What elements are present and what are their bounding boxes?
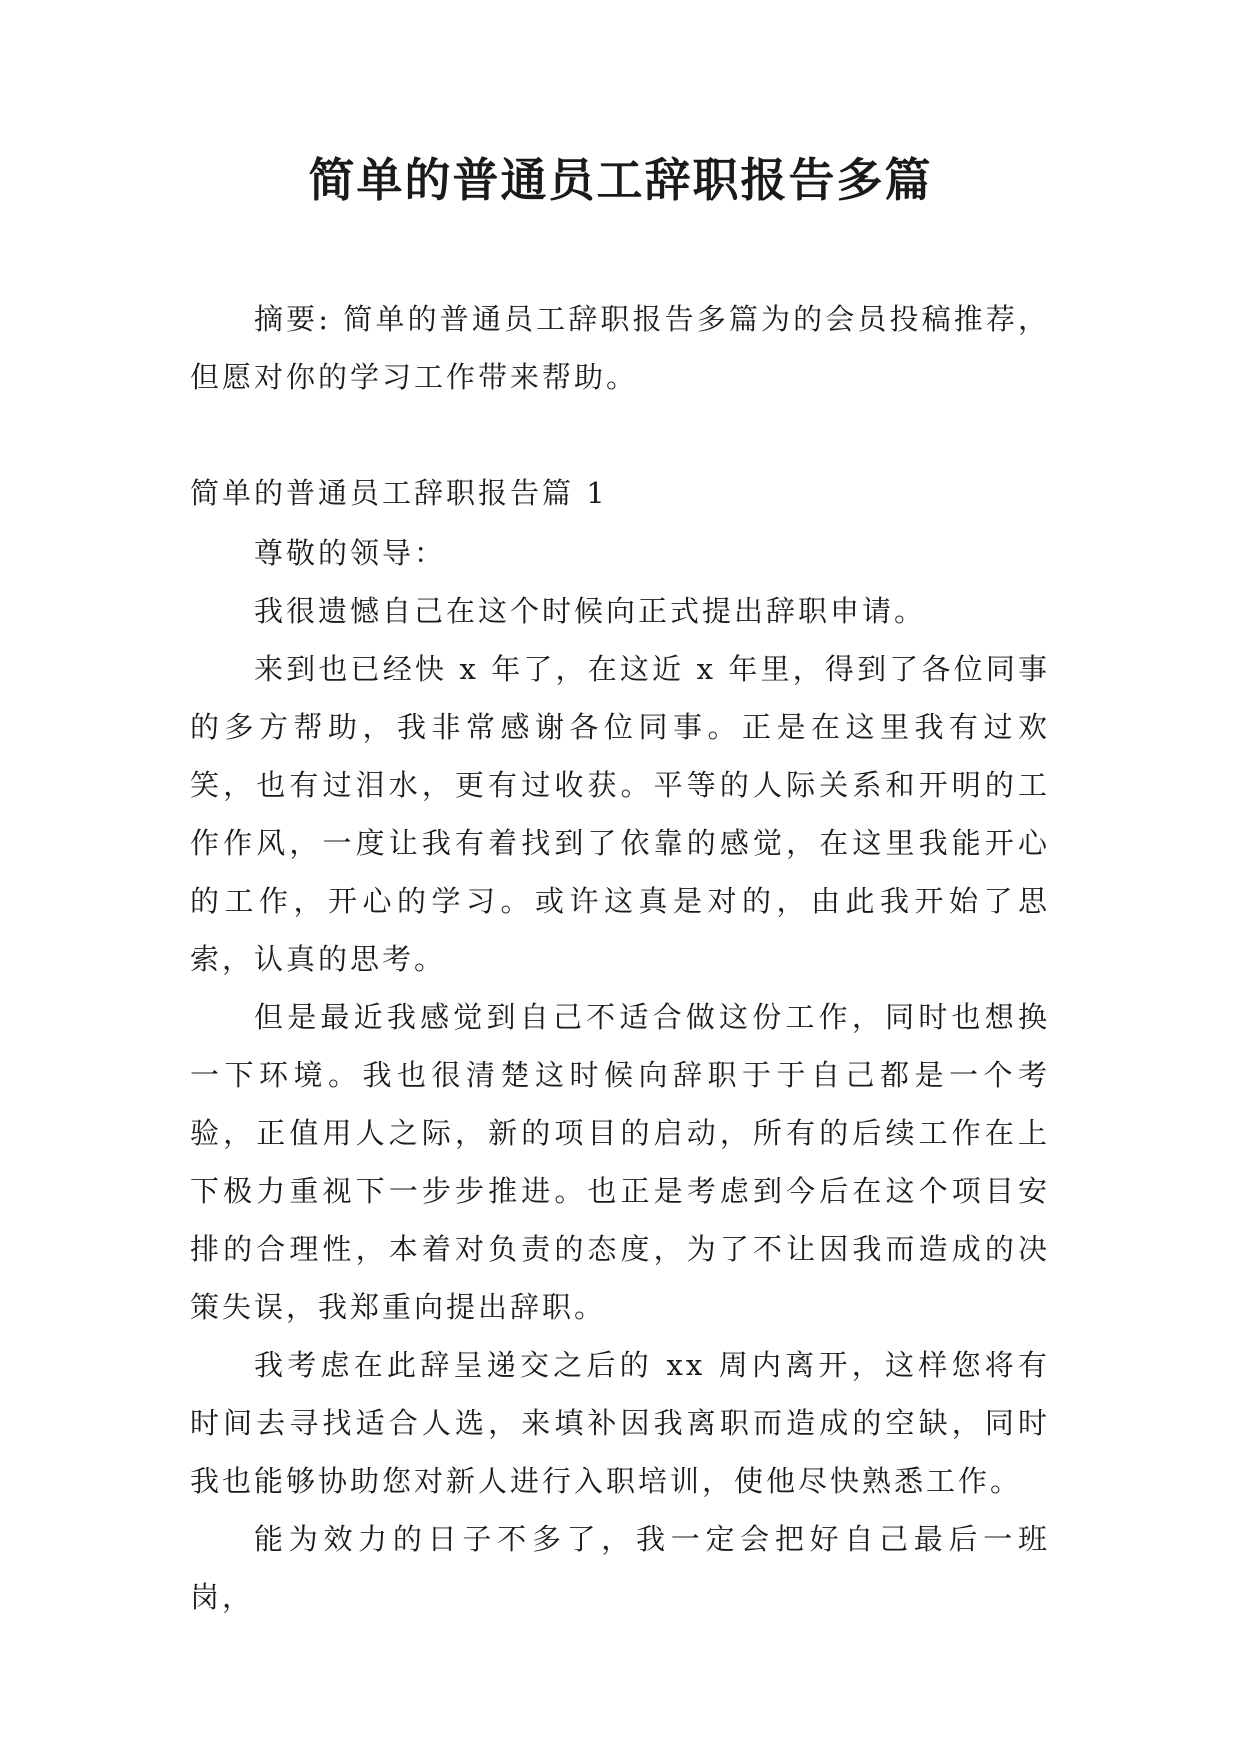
body-paragraph: 来到也已经快 x 年了，在这近 x 年里，得到了各位同事的多方帮助，我非常感谢各位同事。正是在这里我有过欢笑，也有过泪水，更有过收获。平等的人际关系和开明的工作作风，一度让我有着找到了依靠的感觉，在这里我能开心的工作，开心的学习。或许这真是对的，由此我开始了思索，认真的思考。 xyxy=(190,652,1050,976)
body-paragraph: 能为效力的日子不多了，我一定会把好自己最后一班岗， xyxy=(190,1522,1050,1614)
abstract-paragraph: 摘要: 简单的普通员工辞职报告多篇为的会员投稿推荐，但愿对你的学习工作带来帮助。 xyxy=(190,302,1050,394)
abstract-block xyxy=(190,290,1050,406)
letter-body xyxy=(190,524,1050,1626)
document-title: 简单的普通员工辞职报告多篇 xyxy=(308,153,933,207)
section-heading: 简单的普通员工辞职报告篇 1 xyxy=(190,476,608,510)
salutation: 尊敬的领导： xyxy=(254,536,447,570)
body-paragraph: 但是最近我感觉到自己不适合做这份工作，同时也想换一下环境。我也很清楚这时候向辞职于于自己都是一个考验，正值用人之际，新的项目的启动，所有的后续工作在上下极力重视下一步步推进。也正是考虑到今后在这个项目安排的合理性，本着对负责的态度，为了不让因我而造成的决策失误，我郑重向提出辞职。 xyxy=(190,1000,1050,1324)
body-paragraph: 我考虑在此辞呈递交之后的 xx 周内离开，这样您将有时间去寻找适合人选，来填补因我离职而造成的空缺，同时我也能够协助您对新人进行入职培训，使他尽快熟悉工作。 xyxy=(190,1348,1050,1498)
body-paragraph: 我很遗憾自己在这个时候向正式提出辞职申请。 xyxy=(254,594,927,628)
